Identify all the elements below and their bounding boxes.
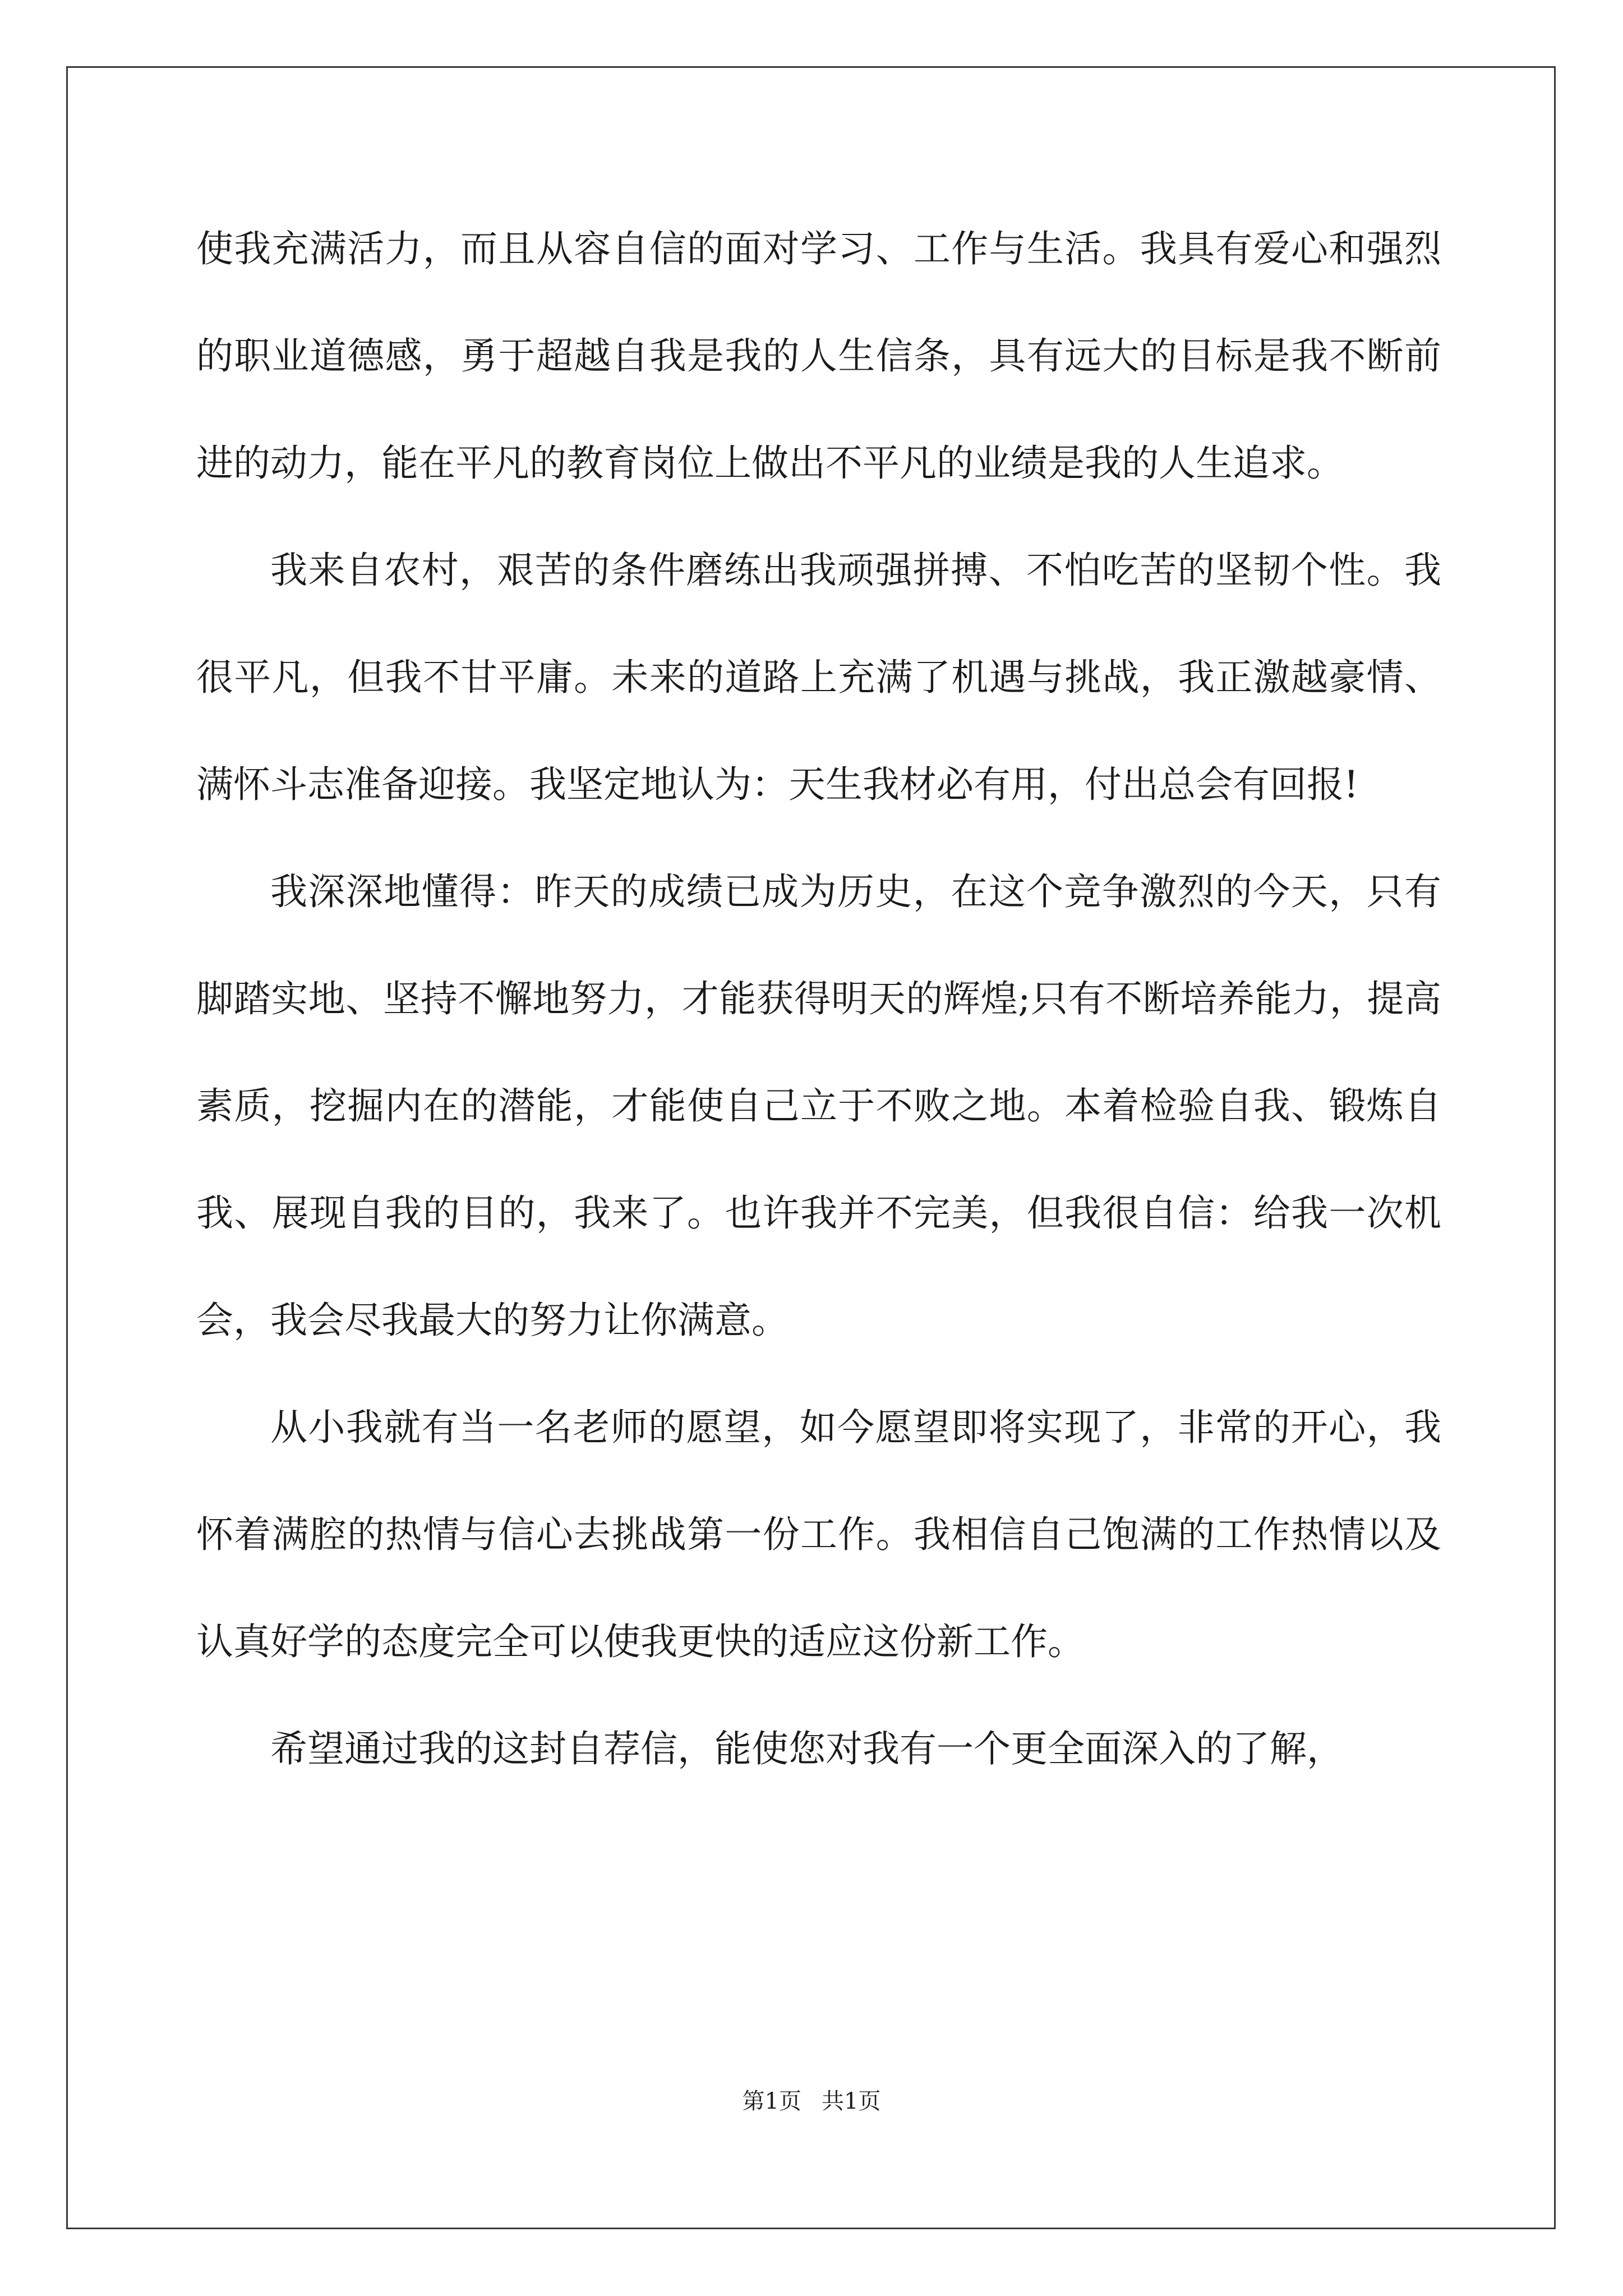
paragraph-2: 我来自农村，艰苦的条件磨练出我顽强拼搏、不怕吃苦的坚韧个性。我很平凡，但我不甘平庸。未来的道路上充满了机遇与挑战，我正激越豪情、满怀斗志准备迎接。我坚定地认为：天生我材必有用，付出总会有回报! [196,549,1441,806]
paragraph-5: 希望通过我的这封自荐信，能使您对我有一个更全面深入的了解， [270,1727,1344,1770]
paragraph-1: 使我充满活力，而且从容自信的面对学习、工作与生活。我具有爱心和强烈的职业道德感，勇于超越自我是我的人生信条，具有远大的目标是我不断前进的动力，能在平凡的教育岗位上做出不平凡的业绩是我的人生追求。 [196,227,1441,485]
paragraph-4: 从小我就有当一名老师的愿望，如今愿望即将实现了，非常的开心，我怀着满腔的热情与信心去挑战第一份工作。我相信自己饱满的工作热情以及认真好学的态度完全可以使我更快的适应这份新工作。 [196,1406,1441,1663]
page-number: 第1页 [742,2088,801,2114]
page-footer [0,2088,1623,2115]
letter-body [196,195,1441,1802]
page-total: 共1页 [822,2088,881,2114]
paragraph-3: 我深深地懂得：昨天的成绩已成为历史，在这个竞争激烈的今天，只有脚踏实地、坚持不懈地努力，才能获得明天的辉煌;只有不断培养能力，提高素质，挖掘内在的潜能，才能使自己立于不败之地。本着检验自我、锻炼自我、展现自我的目的，我来了。也许我并不完美，但我很自信：给我一次机会，我会尽我最大的努力让你满意。 [196,870,1441,1342]
